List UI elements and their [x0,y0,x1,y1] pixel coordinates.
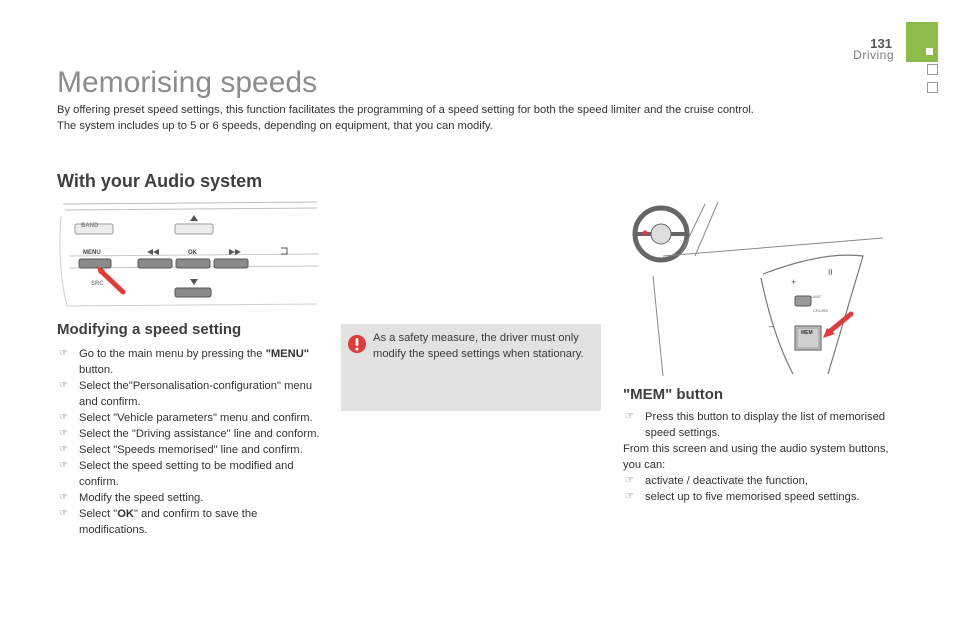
svg-text:–: – [769,321,775,331]
step-item: ☞ Select "Speeds memorised" line and confirm. [59,444,303,456]
band-label: BAND [81,223,99,229]
page-number: 131 [870,36,892,51]
nav-square-2 [927,82,938,93]
bullet-icon: ☞ [59,412,68,423]
intro-paragraph-2: The system includes up to 5 or 6 speeds, depending on equipment, that you can modify. [57,120,493,132]
mem-options [623,473,903,505]
bullet-icon: ☞ [59,380,68,391]
cruise-label: CRUISE [813,308,829,313]
mem-steps [623,409,903,441]
nav-square-1 [927,64,938,75]
tab-marker [926,48,933,55]
warning-text: As a safety measure, the driver must only modify the speed settings when stationary. [373,332,584,360]
step-item: ☞ Select the "Driving assistance" line and conform. [59,428,320,440]
step-item: ☞ Select the"Personalisation-configuration" menu and confirm. [59,380,313,408]
list-item: ☞ activate / deactivate the function, [625,475,808,487]
steering-wheel-illustration [623,196,885,376]
page-title: Memorising speeds [57,66,318,99]
limit-label: LIMIT [811,294,822,299]
step-item: ☞ Modify the speed setting. [59,492,204,504]
audio-section-title: With your Audio system [57,171,263,191]
intro [57,102,817,134]
step-item: ☞ Select the speed setting to be modified and confirm. [59,460,294,488]
step-item: ☞ Press this button to display the list of memorised speed settings. [625,411,886,439]
step-item: ☞ Select "Vehicle parameters" menu and confirm. [59,412,313,424]
list-item: ☞ select up to five memorised speed settings. [625,491,860,503]
safety-warning-box [341,324,601,411]
svg-text:II: II [828,268,833,277]
bullet-icon: ☞ [59,492,68,503]
modifying-title: Modifying a speed setting [57,321,242,338]
menu-label: MENU [83,250,101,256]
ok-label: OK [188,250,197,256]
step-item: ☞ Select "OK" and confirm to save the modifications. [59,508,258,536]
warning-icon [347,334,367,354]
svg-text:+: + [791,277,797,287]
bullet-icon: ☞ [59,348,68,359]
bullet-icon: ☞ [59,460,68,471]
bullet-icon: ☞ [59,444,68,455]
bullet-icon: ☞ [59,428,68,439]
mem-title: "MEM" button [623,386,724,403]
intro-paragraph-1: By offering preset speed settings, this function facilitates the programming of a speed setting for both the speed limiter and the cruise control. [57,104,754,116]
section-name: Driving [853,48,894,62]
mem-text: From this screen and using the audio system buttons, you can: [623,443,889,471]
modifying-steps [57,346,327,538]
bullet-icon: ☞ [625,475,634,486]
bullet-icon: ☞ [625,491,634,502]
chapter-tab [906,22,938,62]
step-item: ☞ Go to the main menu by pressing the "MENU" button. [59,348,310,376]
bullet-icon: ☞ [625,411,634,422]
src-label: SRC [91,281,104,287]
mem-label: MEM [801,330,813,336]
mem-content [623,409,903,505]
audio-panel-illustration [57,196,320,314]
bullet-icon: ☞ [59,508,68,519]
